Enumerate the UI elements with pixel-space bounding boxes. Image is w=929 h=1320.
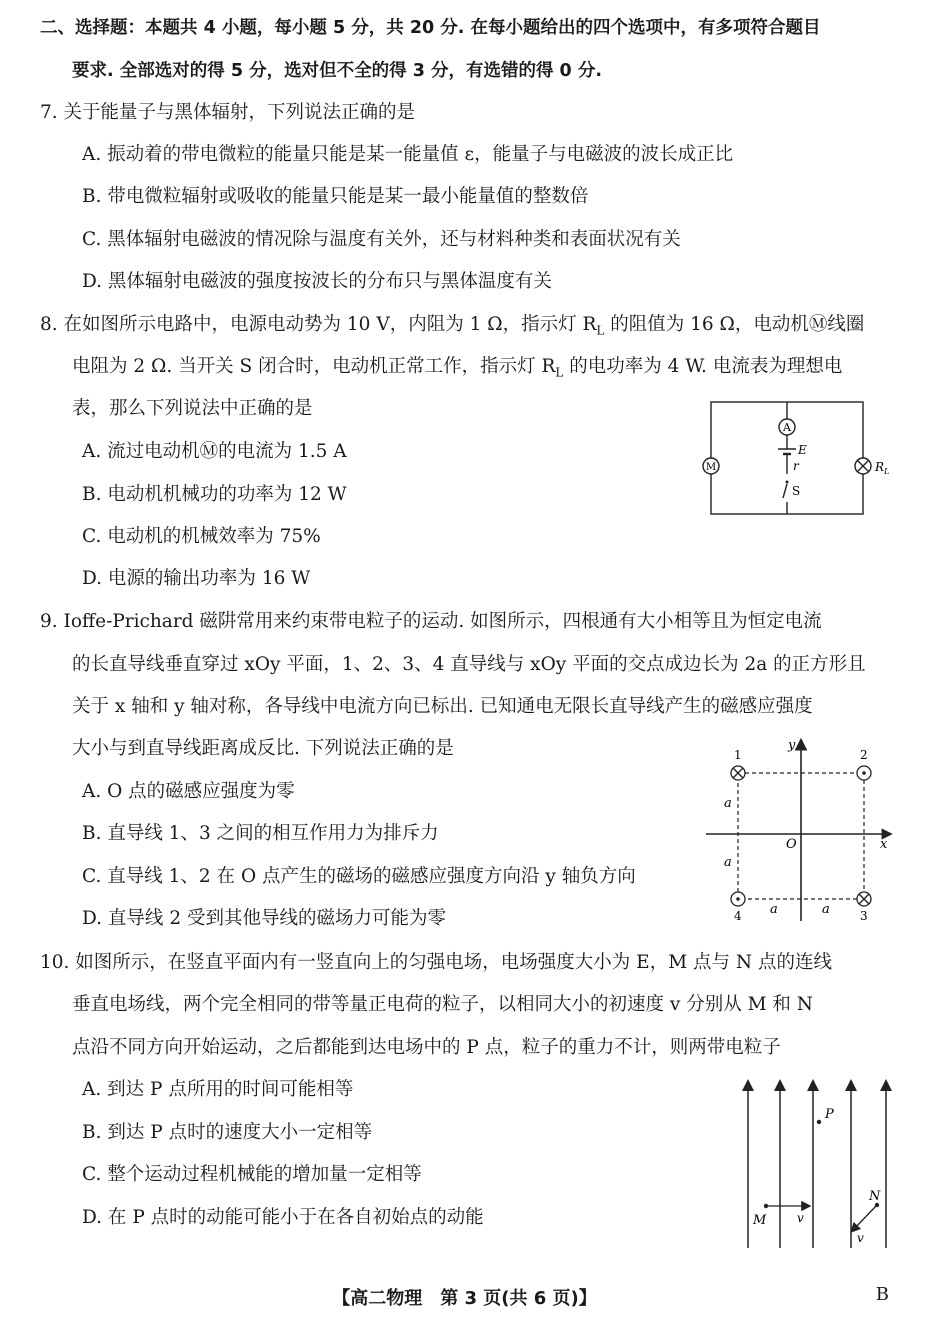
q10-stem-line2: 垂直电场线，两个完全相同的带等量正电荷的粒子，以相同大小的初速度 v 分别从 M 和 N xyxy=(72,994,813,1015)
q7-stem: 7. 关于能量子与黑体辐射，下列说法正确的是 xyxy=(40,102,416,123)
q9-option-d: D. 直导线 2 受到其他导线的磁场力可能为零 xyxy=(82,908,446,929)
wire-2-out-icon xyxy=(857,766,871,780)
q10-stem-line3: 点沿不同方向开始运动，之后都能到达电场中的 P 点，粒子的重力不计，则两带电粒子 xyxy=(72,1037,781,1058)
wire-3-into-icon xyxy=(857,892,871,906)
q9-option-b: B. 直导线 1、3 之间的相互作用力为排斥力 xyxy=(82,823,439,844)
q8-stem-line2: 电阻为 2 Ω. 当开关 S 闭合时，电动机正常工作，指示灯 $R_L$ 的电功率为 4 W. 电流表为理想电 xyxy=(72,356,843,380)
y-axis-label: y xyxy=(788,738,796,753)
q8-stem-line3: 表，那么下列说法中正确的是 xyxy=(72,398,313,419)
q8-option-c: C. 电动机的机械效率为 75% xyxy=(82,526,321,547)
footer-version: B xyxy=(875,1284,889,1305)
internal-resistance-label: r xyxy=(793,459,799,473)
x-axis-label: x xyxy=(880,837,888,852)
section-header-line2: 要求. 全部选对的得 5 分，选对但不全的得 3 分，有选错的得 0 分. xyxy=(72,61,602,81)
wire-4-label: 4 xyxy=(734,909,742,923)
velocity-n-label: v xyxy=(857,1231,864,1245)
wire-4-out-icon xyxy=(731,892,745,906)
q9-stem-line3: 关于 x 轴和 y 轴对称，各导线中电流方向已标出. 已知通电无限长直导线产生的磁感应强度 xyxy=(72,696,813,717)
q10-option-c: C. 整个运动过程机械能的增加量一定相等 xyxy=(82,1164,422,1185)
velocity-m-label: v xyxy=(797,1211,804,1225)
q9-option-c: C. 直导线 1、2 在 O 点产生的磁场的磁感应强度方向沿 y 轴负方向 xyxy=(82,866,636,887)
q9-option-a: A. O 点的磁感应强度为零 xyxy=(82,781,295,802)
point-m-label: M xyxy=(753,1213,767,1228)
switch-label: S xyxy=(792,484,801,498)
q8-stem-line1: 8. 在如图所示电路中，电源电动势为 10 V，内阻为 1 Ω，指示灯 $R_L$ 的阻值为 16 Ω，电动机Ⓜ线圈 xyxy=(40,314,865,338)
q8-circuit-diagram xyxy=(690,396,900,521)
wire-2-label: 2 xyxy=(860,748,868,762)
q7-option-c: C. 黑体辐射电磁波的情况除与温度有关外，还与材料种类和表面状况有关 xyxy=(82,229,681,250)
side-label-a-left: a xyxy=(770,902,778,917)
svg-text:A: A xyxy=(783,421,791,434)
switch-icon xyxy=(783,484,787,498)
q10-option-b: B. 到达 P 点时的速度大小一定相等 xyxy=(82,1122,373,1143)
q7-option-b: B. 带电微粒辐射或吸收的能量只能是某一最小能量值的整数倍 xyxy=(82,186,589,207)
q7-option-a: A. 振动着的带电微粒的能量只能是某一能量值 ε，能量子与电磁波的波长成正比 xyxy=(82,144,734,165)
svg-text:M: M xyxy=(705,462,717,473)
q8-option-a: A. 流过电动机Ⓜ的电流为 1.5 A xyxy=(82,441,347,462)
point-p-label: P xyxy=(825,1107,834,1122)
q10-stem-line1: 10. 如图所示，在竖直平面内有一竖直向上的匀强电场，电场强度大小为 E，M 点与 N 点的连线 xyxy=(40,952,832,973)
lamp-label: $R_L$ xyxy=(875,460,890,476)
point-p xyxy=(817,1120,821,1124)
footer-page-info: 【高二物理 第 3 页(共 6 页)】 xyxy=(332,1288,597,1309)
q9-stem-line1: 9. Ioffe-Prichard 磁阱常用来约束带电粒子的运动. 如图所示，四根通有大小相等且为恒定电流 xyxy=(40,611,822,632)
origin-label: O xyxy=(786,837,797,852)
side-label-a-right: a xyxy=(822,902,830,917)
q10-option-d: D. 在 P 点时的动能可能小于在各自初始点的动能 xyxy=(82,1207,484,1228)
q10-field-diagram xyxy=(735,1076,905,1256)
q7-option-d: D. 黑体辐射电磁波的强度按波长的分布只与黑体温度有关 xyxy=(82,271,552,292)
emf-label: E xyxy=(798,443,807,457)
q8-option-d: D. 电源的输出功率为 16 W xyxy=(82,568,311,589)
wire-3-label: 3 xyxy=(860,909,868,923)
q10-option-a: A. 到达 P 点所用的时间可能相等 xyxy=(82,1079,354,1100)
q8-option-b: B. 电动机机械功的功率为 12 W xyxy=(82,484,347,505)
q9-stem-line4: 大小与到直导线距离成反比. 下列说法正确的是 xyxy=(72,738,454,759)
side-label-a-upper: a xyxy=(724,796,732,811)
q9-wire-diagram xyxy=(700,735,900,925)
section-header-line1: 二、选择题：本题共 4 小题，每小题 5 分，共 20 分. 在每小题给出的四个选项中，有多项符合题目 xyxy=(40,18,821,38)
wire-1-label: 1 xyxy=(734,748,742,762)
wire-1-into-icon xyxy=(731,766,745,780)
velocity-n-arrow xyxy=(852,1205,877,1231)
q9-stem-line2: 的长直导线垂直穿过 xOy 平面，1、2、3、4 直导线与 xOy 平面的交点成边长为 2a 的正方形且 xyxy=(72,654,866,675)
point-n-label: N xyxy=(869,1189,881,1204)
side-label-a-lower: a xyxy=(724,855,732,870)
